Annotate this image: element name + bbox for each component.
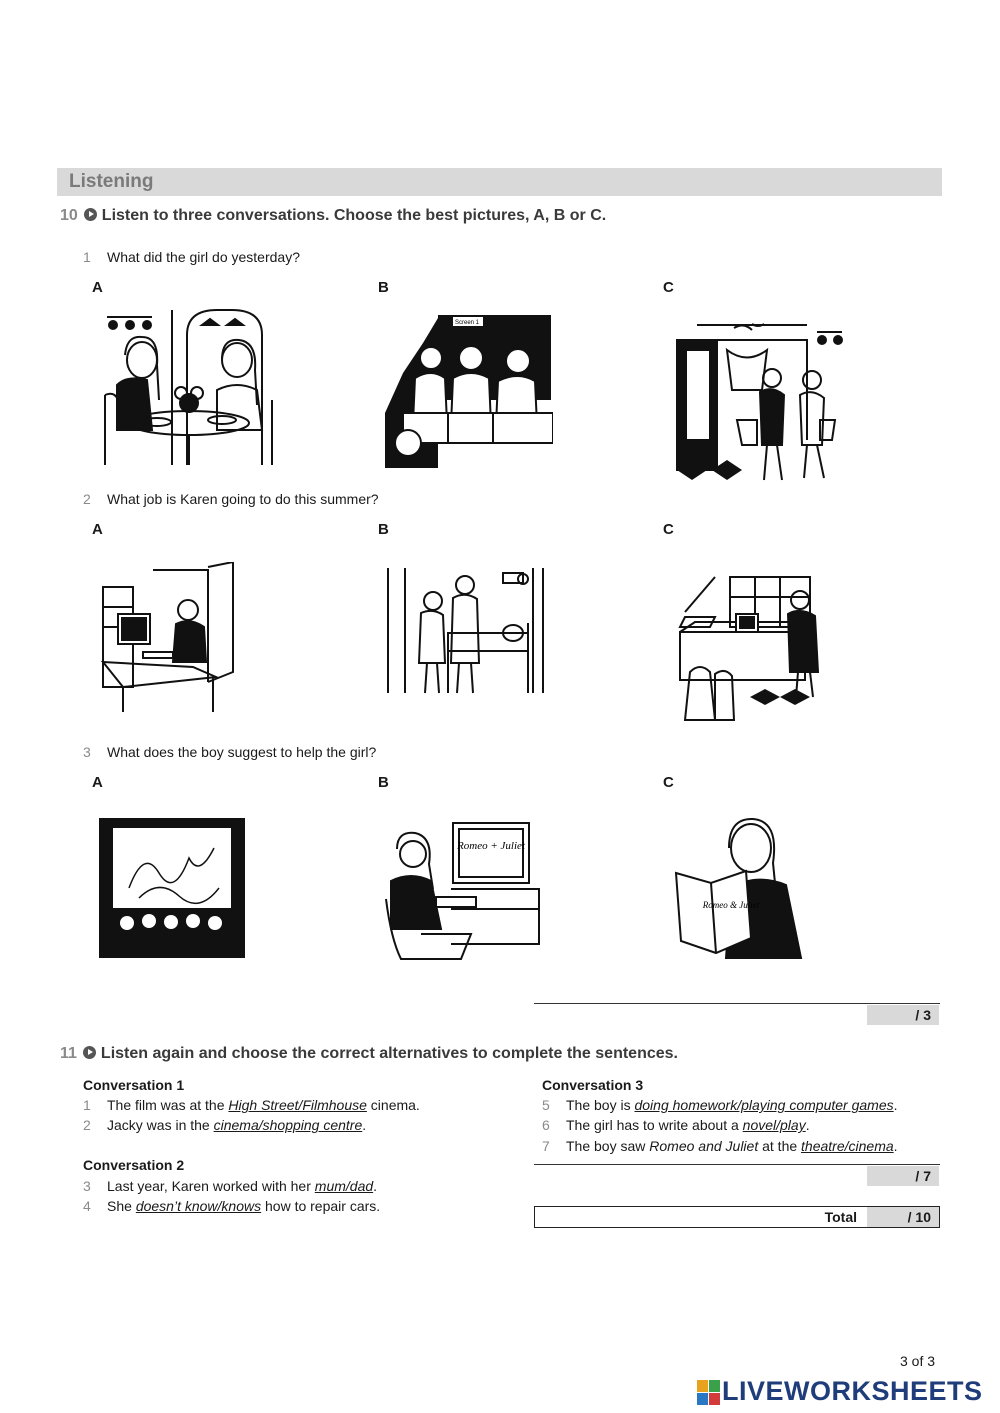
audio-play-icon[interactable]	[83, 1046, 96, 1059]
hospital-picture[interactable]	[383, 563, 549, 701]
tv-romeo-juliet-picture[interactable]	[381, 819, 541, 967]
sentence-number: 5	[542, 1097, 550, 1113]
option-label-a[interactable]: A	[92, 774, 103, 791]
alternatives-choice[interactable]: cinema/shopping centre	[213, 1117, 363, 1133]
alternatives-choice[interactable]: mum/dad	[314, 1178, 374, 1194]
exercise-11-score: / 7	[867, 1166, 939, 1186]
audio-play-icon[interactable]	[84, 208, 97, 221]
sentence-number: 7	[542, 1138, 550, 1154]
sentence-text: The boy saw	[566, 1138, 650, 1154]
sentence-text: how to repair cars.	[261, 1198, 381, 1214]
sentence-text: She	[107, 1198, 136, 1214]
option-label-a[interactable]: A	[92, 521, 103, 538]
sentence-text: .	[805, 1117, 810, 1133]
alternatives-choice[interactable]: High Street/Filmhouse	[228, 1097, 367, 1113]
section-header-bar	[57, 168, 942, 196]
shopping-picture[interactable]	[672, 320, 855, 482]
book-romeo-juliet-picture[interactable]	[671, 813, 817, 963]
sentence-number: 2	[83, 1117, 91, 1133]
sentence-text: .	[362, 1117, 367, 1133]
exercise-number: 10	[60, 207, 78, 224]
question-number: 2	[83, 491, 91, 507]
conversation-2-title: Conversation 2	[83, 1157, 185, 1173]
sentence-7	[542, 1138, 898, 1154]
sentence-number: 4	[83, 1198, 91, 1214]
page-number: 3 of 3	[900, 1353, 936, 1369]
sentence-text: at the	[758, 1138, 802, 1154]
question-text: What did the girl do yesterday?	[107, 249, 300, 265]
sentence-5	[542, 1097, 898, 1113]
exercise-instruction: Listen to three conversations. Choose the best pictures, A, B or C.	[101, 207, 607, 224]
total-label: Total	[824, 1209, 857, 1225]
alternatives-choice[interactable]: theatre/cinema	[801, 1138, 894, 1154]
sentence-2	[83, 1117, 366, 1133]
book-cover-text: Romeo & Juliet	[702, 900, 760, 910]
cafe-picture[interactable]	[97, 305, 282, 470]
option-label-c[interactable]: C	[663, 279, 674, 296]
section-title: Listening	[69, 171, 154, 192]
option-label-b[interactable]: B	[378, 521, 389, 538]
play-title: Romeo and Juliet	[649, 1138, 759, 1154]
sentence-number: 3	[83, 1178, 91, 1194]
option-label-c[interactable]: C	[663, 521, 674, 538]
sentence-number: 6	[542, 1117, 550, 1133]
sentence-3	[83, 1178, 377, 1194]
option-label-b[interactable]: B	[378, 774, 389, 791]
exercise-instruction: Listen again and choose the correct alternatives to complete the sentences.	[100, 1045, 678, 1062]
sentence-6	[542, 1117, 810, 1133]
conversation-1-title: Conversation 1	[83, 1077, 185, 1093]
sentence-4	[83, 1198, 380, 1214]
question-number: 1	[83, 249, 91, 265]
shop-assistant-picture[interactable]	[670, 572, 828, 724]
question-3	[83, 744, 376, 760]
total-score: / 10	[867, 1207, 939, 1227]
option-label-b[interactable]: B	[378, 279, 389, 296]
question-text: What job is Karen going to do this summer?	[107, 491, 379, 507]
total-score-box	[534, 1206, 940, 1228]
score-divider	[534, 1003, 940, 1004]
sentence-text: The boy is	[566, 1097, 635, 1113]
sentence-1	[83, 1097, 420, 1113]
sentence-text: cinema.	[366, 1097, 420, 1113]
sentence-text: .	[373, 1178, 378, 1194]
sentence-text: The girl has to write about a	[566, 1117, 743, 1133]
tv-screen-text: Romeo + Juliet	[457, 840, 525, 852]
sentence-number: 1	[83, 1097, 91, 1113]
cinema-screen-picture[interactable]	[99, 818, 247, 960]
exercise-number: 11	[60, 1045, 77, 1062]
sentence-text: The film was at the	[107, 1097, 229, 1113]
sentence-text: Jacky was in the	[107, 1117, 214, 1133]
alternatives-choice[interactable]: doesn’t know/knows	[135, 1198, 262, 1214]
liveworksheets-logo-text[interactable]: LIVEWORKSHEETS	[722, 1376, 983, 1406]
question-2	[83, 491, 379, 507]
svg-text:Screen 1: Screen 1	[455, 320, 480, 326]
exercise-10-heading	[60, 207, 606, 225]
question-text: What does the boy suggest to help the girl?	[107, 744, 377, 760]
alternatives-choice[interactable]: novel/play	[742, 1117, 806, 1133]
sentence-text: .	[893, 1097, 898, 1113]
sentence-text: Last year, Karen worked with her	[107, 1178, 315, 1194]
option-label-a[interactable]: A	[92, 279, 103, 296]
conversation-3-title: Conversation 3	[542, 1077, 644, 1093]
option-label-c[interactable]: C	[663, 774, 674, 791]
exercise-10-score: / 3	[867, 1005, 939, 1025]
question-number: 3	[83, 744, 91, 760]
question-1	[83, 249, 300, 265]
exercise-11-heading	[60, 1045, 678, 1063]
liveworksheets-logo-icon	[697, 1380, 721, 1406]
cinema-audience-picture[interactable]	[383, 313, 553, 470]
score-divider	[534, 1164, 940, 1165]
office-picture[interactable]	[98, 562, 240, 714]
alternatives-choice[interactable]: doing homework/playing computer games	[634, 1097, 894, 1113]
sentence-text: .	[893, 1138, 898, 1154]
